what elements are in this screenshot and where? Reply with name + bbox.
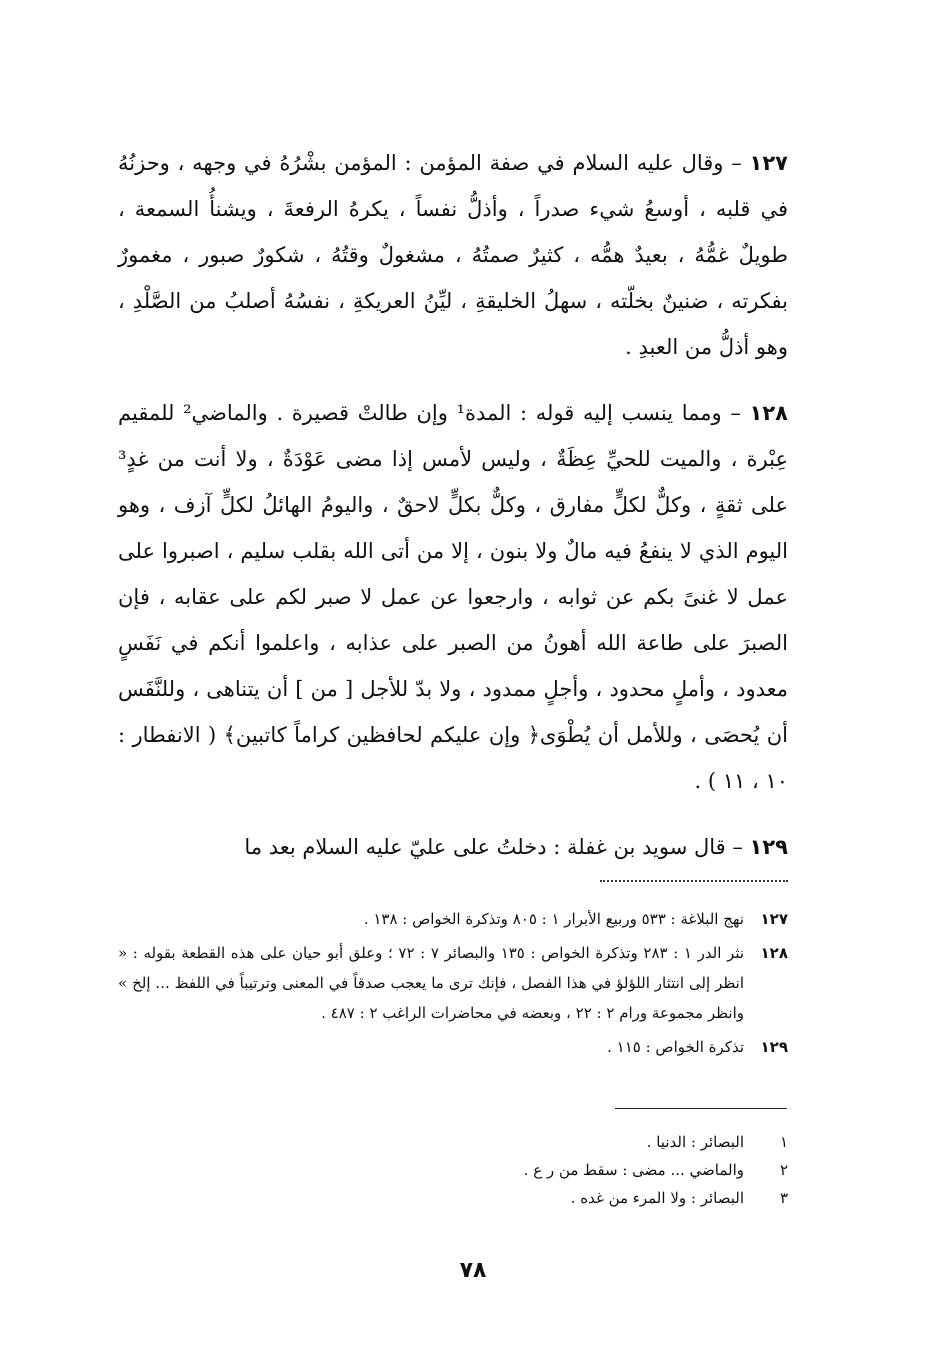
reference-text: نثر الدر ١ : ٢٨٣ وتذكرة الخواص : ١٣٥ والبصائر ٧ : ٧٢ ؛ وعلق أبو حيان على هذه القطعة بقوله : « انظر إلى انتثار اللؤلؤ في هذا الفصل ، فإنك ترى ما يعجب صدقاً في المعنى وترتيباً في اللفظ ... إلخ » وانظر مجموعة ورام ٢ : ٢٢ ، وبعضه في محاضرات الراغب ٢ : ٤٨٧ . [118,944,745,1022]
paragraph-text: – ومما ينسب إليه قوله : المدة¹ وإن طالتْ قصيرة . والماضي² للمقيم عِبْرة ، والميت للحيِّ عِظَةٌ ، وليس لأمس إذا مضى عَوْدَةٌ ، ولا أنت من غدٍ³ على ثقةٍ ، وكلٌّ لكلٍّ مفارق ، وكلٌّ بكلٍّ لاحقٌ ، واليومُ الهائلُ لكلٍّ آزف ، وهو اليوم الذي لا ينفعُ فيه مالٌ ولا بنون ، إلا من أتى الله بقلب سليم ، اصبروا على عمل لا غنىً بكم عن ثوابه ، وارجعوا عن عمل لا صبر لكم على عقابه ، فإن الصبرَ على طاعة الله أهونُ من الصبر على عذابه ، واعلموا أنكم في نَفَسٍ معدود ، وأملٍ محدود ، وأجلٍ ممدود ، ولا بدّ للأجل [ من ] أن يتناهى ، وللنَّفَس أن يُحصَى ، وللأمل أن يُطْوَى﴿ وإن عليكم لحافظين كراماً كاتبين﴾ ( الانفطار : ١٠ ، ١١ ) . [118,401,788,793]
paragraph-127 [118,140,788,370]
reference-number: ١٢٩ [760,1038,788,1056]
paragraph-number: ١٢٩ [749,835,788,859]
paragraph-number: ١٢٧ [749,151,788,175]
dotted-divider [600,880,788,882]
paragraph-text: – وقال عليه السلام في صفة المؤمن : المؤمن بشْرُهُ في وجهه ، وحزنُهُ في قلبه ، أوسعُ شيء صدراً ، وأذلُّ نفساً ، يكرهُ الرفعةَ ، ويشنأُ السمعة ، طويلٌ غمُّهُ ، بعيدٌ همُّه ، كثيرٌ صمتُهُ ، مشغولٌ وقتُهُ ، شكورٌ صبور ، مغمورٌ بفكرته ، ضنينٌ بخلّته ، سهلُ الخليقةِ ، ليِّنُ العريكةِ ، نفسُهُ أصلبُ من الصَّلْدِ ، وهو أذلُّ من العبدِ . [118,151,788,359]
reference-text: نهج البلاغة : ٥٣٣ وربيع الأبرار ١ : ٨٠٥ وتذكرة الخواص : ١٣٨ . [363,910,744,928]
main-text [118,140,788,890]
paragraph-text: – قال سويد بن غفلة : دخلتُ على عليّ عليه السلام بعد ما [244,835,743,859]
footnote-number: ١ [779,1133,788,1151]
paragraph-129 [118,824,788,870]
paragraph-128 [118,390,788,804]
reference-item [118,1032,788,1062]
footnote-item [118,1128,788,1156]
paragraph-number: ١٢٨ [749,401,788,425]
footnote-text: والماضي ... مضى : سقط من ر ع . [523,1161,744,1179]
footnote-number: ٣ [779,1189,788,1207]
reference-item [118,938,788,1028]
footnote-text: البصائر : ولا المرء من غده . [570,1189,744,1207]
reference-text: تذكرة الخواص : ١١٥ . [607,1038,744,1056]
footnotes [118,1128,788,1212]
footnote-text: البصائر : الدنيا . [646,1133,744,1151]
reference-number: ١٢٧ [760,910,788,928]
reference-item [118,904,788,934]
reference-number: ١٢٨ [760,944,788,962]
footnote-divider [615,1108,787,1109]
footnote-item [118,1156,788,1184]
source-references [118,904,788,1066]
footnote-number: ٢ [779,1161,788,1179]
footnote-item [118,1184,788,1212]
page-number: ٧٨ [459,1258,487,1283]
